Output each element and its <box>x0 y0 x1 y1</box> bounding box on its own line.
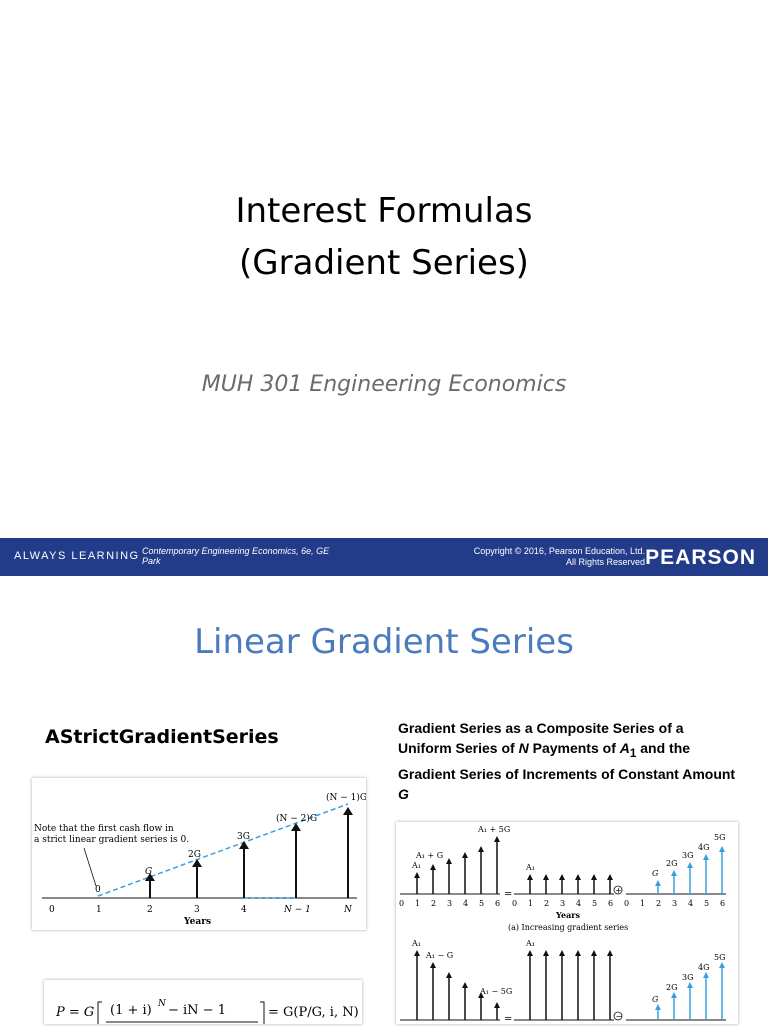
tick-0: 0 <box>49 905 55 915</box>
arrows-a1 <box>417 840 497 894</box>
heading-part: G <box>398 785 409 802</box>
formula-exponent: N <box>158 999 166 1009</box>
slide2-title: Linear Gradient Series <box>194 622 574 662</box>
tick: 6 <box>720 899 726 908</box>
formula-numerator: (1 + i) <box>110 1003 152 1018</box>
title-line-1: Interest Formulas <box>235 191 533 231</box>
heading-part: and the Gradient Series of Increments of Constant Amount <box>398 740 736 782</box>
formula-num-rest: − iN − 1 <box>168 1003 226 1018</box>
note-pointer <box>84 848 96 886</box>
tick: 2 <box>544 899 550 908</box>
tick: 3 <box>447 899 453 908</box>
heading-part: A <box>619 740 630 756</box>
b-a1-minus-g-label: A₁ − G <box>426 951 454 960</box>
years-label: Years <box>184 917 212 927</box>
composite-series-heading <box>398 718 738 804</box>
label-g: G <box>145 867 153 877</box>
tick: 4 <box>688 899 694 908</box>
tick: 3 <box>672 899 678 908</box>
copyright-notice <box>415 546 645 568</box>
arrowheads-a2 <box>527 874 613 880</box>
tick: 4 <box>463 899 469 908</box>
arrowhead <box>291 823 301 831</box>
tick-3: 3 <box>194 905 200 915</box>
equals-sign: = <box>504 889 513 900</box>
b-a1-uniform-label: A₁ <box>526 939 535 948</box>
b-a1-minus-5g-label: A₁ − 5G <box>480 987 513 996</box>
tick: 0 <box>624 899 630 908</box>
tick: 5 <box>704 899 710 908</box>
tick: 0 <box>399 899 405 908</box>
plus-sign: + <box>615 886 622 895</box>
b-3g-label: 3G <box>682 973 694 982</box>
a1-plus-g-label: A₁ + G <box>416 851 444 860</box>
a1-label: A₁ <box>412 861 421 870</box>
tick-4: 4 <box>241 905 247 915</box>
slide-subtitle: MUH 301 Engineering Economics <box>201 372 567 397</box>
content-slide <box>0 576 768 1024</box>
book-line-2: Park <box>142 556 161 566</box>
equals-sign-b: = <box>504 1014 513 1024</box>
arrowhead <box>192 859 202 867</box>
arrowhead <box>239 841 249 849</box>
b-4g-label: 4G <box>698 963 710 972</box>
label-2g: 2G <box>188 850 201 860</box>
tick-1: 1 <box>96 905 102 915</box>
tick: 4 <box>576 899 582 908</box>
book-reference <box>142 546 382 566</box>
b-g-label: G <box>652 995 659 1004</box>
bracket-left <box>98 1002 102 1024</box>
minus-sign: − <box>615 1012 623 1021</box>
title-line-2: (Gradient Series) <box>239 243 529 283</box>
ticks-a3 <box>624 899 725 908</box>
strict-gradient-diagram <box>32 778 366 930</box>
formula-svg <box>44 980 362 1024</box>
tick: 5 <box>592 899 598 908</box>
3g-label: 3G <box>682 851 694 860</box>
copyright-line-1: Copyright © 2016, Pearson Education, Ltd. <box>473 546 645 556</box>
tick: 1 <box>640 899 646 908</box>
tick: 5 <box>479 899 485 908</box>
heading-part: Gradient Series as a Composite Series of a Uniform Series of <box>398 720 684 756</box>
arrowheads-b2 <box>527 950 613 956</box>
formula-rhs: = G(P/G, i, N) <box>268 1005 359 1020</box>
a1-uniform-label: A₁ <box>526 863 535 872</box>
heading-part: Payments of <box>528 740 620 756</box>
footer-bar <box>0 538 768 576</box>
b-2g-label: 2G <box>666 983 678 992</box>
tick: 3 <box>560 899 566 908</box>
2g-label: 2G <box>666 859 678 868</box>
tick: 2 <box>656 899 662 908</box>
tick: 2 <box>431 899 437 908</box>
pearson-logo: PEARSON <box>645 546 756 569</box>
tick: 6 <box>608 899 614 908</box>
gradient-formula <box>44 980 362 1024</box>
tick: 6 <box>495 899 501 908</box>
bracket-right <box>260 1002 264 1024</box>
arrows-a2 <box>530 878 610 894</box>
heading-part: 1 <box>629 746 637 760</box>
slide-title <box>0 185 768 289</box>
years-label-composite: Years <box>556 910 581 920</box>
4g-label: 4G <box>698 843 710 852</box>
label-n1g: (N − 1)G <box>326 793 366 803</box>
ticks-a1 <box>399 899 500 908</box>
a1-plus-5g-label: A₁ + 5G <box>478 825 511 834</box>
tick: 0 <box>512 899 518 908</box>
b-a1-label: A₁ <box>412 939 421 948</box>
strict-gradient-heading: AStrictGradientSeries <box>45 726 279 748</box>
note-line-1: Note that the first cash flow in <box>34 824 174 834</box>
label-n2g: (N − 2)G <box>276 814 318 824</box>
tick-n: N <box>344 905 352 915</box>
composite-gradient-svg <box>396 822 738 1024</box>
copyright-line-2: All Rights Reserved <box>565 557 645 567</box>
b-5g-label: 5G <box>714 953 726 962</box>
composite-gradient-diagram <box>396 822 738 1024</box>
tick: 1 <box>528 899 534 908</box>
heading-part: N <box>518 740 529 756</box>
arrows-b2 <box>530 954 610 1020</box>
g-label: G <box>652 869 659 878</box>
label-3g: 3G <box>237 832 250 842</box>
5g-label: 5G <box>714 833 726 842</box>
tick-2: 2 <box>147 905 153 915</box>
book-line-1: Contemporary Engineering Economics, 6e, GE <box>142 546 330 556</box>
tick: 1 <box>415 899 421 908</box>
label-0: 0 <box>95 885 101 895</box>
always-learning-label: ALWAYS LEARNING <box>14 550 140 562</box>
strict-gradient-svg <box>32 778 366 930</box>
ticks-a2 <box>512 899 613 908</box>
caption-increasing: (a) Increasing gradient series <box>508 923 629 932</box>
formula-lhs: P = G <box>56 1005 95 1020</box>
note-line-2: a strict linear gradient series is 0. <box>34 835 190 845</box>
tick-n1: N − 1 <box>284 905 311 915</box>
arrowhead <box>343 807 353 815</box>
